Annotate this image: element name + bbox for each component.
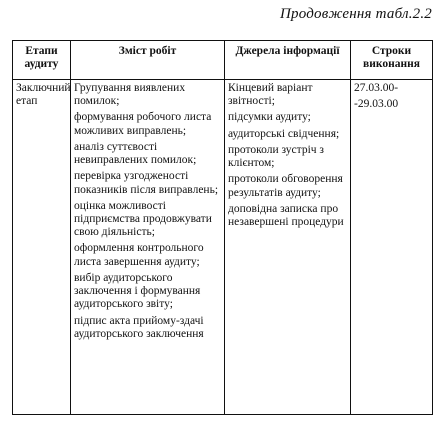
content-cell: [71, 80, 225, 415]
table-header-row: [13, 41, 433, 80]
header-dates: Строки виконання: [351, 41, 433, 80]
source-item: доповідна записка про незавершені процедури: [228, 202, 344, 228]
date-start: 27.03.00-: [354, 82, 399, 94]
dates-cell: [351, 80, 433, 415]
content-item: підпис акта прийому-здачі аудиторського заключення: [74, 314, 204, 340]
source-item: підсумки аудиту;: [228, 111, 311, 124]
source-item: протоколи зустріч з клієнтом;: [228, 143, 324, 170]
header-content: Зміст робіт: [71, 41, 225, 80]
source-item: Кінцевий варіант звітності;: [228, 82, 313, 108]
content-item: вибір аудиторського заключення і формування аудиторського звіту;: [74, 271, 201, 311]
stage-cell: Заключний етап: [13, 80, 71, 415]
content-item: перевірка узгодженості показників після виправлень;: [74, 170, 219, 196]
source-item: аудиторські свідчення;: [228, 127, 340, 140]
sources-cell: [225, 80, 351, 415]
content-item: Групування виявлених помилок;: [74, 82, 186, 108]
header-sources: Джерела інформації: [225, 41, 351, 80]
date-end: -29.03.00: [354, 98, 399, 111]
header-stages: Етапи аудиту: [13, 41, 71, 80]
content-item: оцінка можливості підприємства продовжувати свою діяльність;: [74, 199, 212, 239]
source-item: протоколи обговорення результатів аудиту;: [228, 173, 343, 199]
table-row: [13, 80, 433, 415]
table-caption: Продовження табл.2.2: [280, 6, 432, 22]
content-item: формування робочого листа можливих виправлень;: [74, 111, 212, 137]
audit-plan-table: [12, 40, 433, 415]
content-item: аналіз суттєвості невиправлених помилок;: [74, 140, 197, 167]
content-item: оформлення контрольного листа завершення аудиту;: [74, 242, 204, 268]
